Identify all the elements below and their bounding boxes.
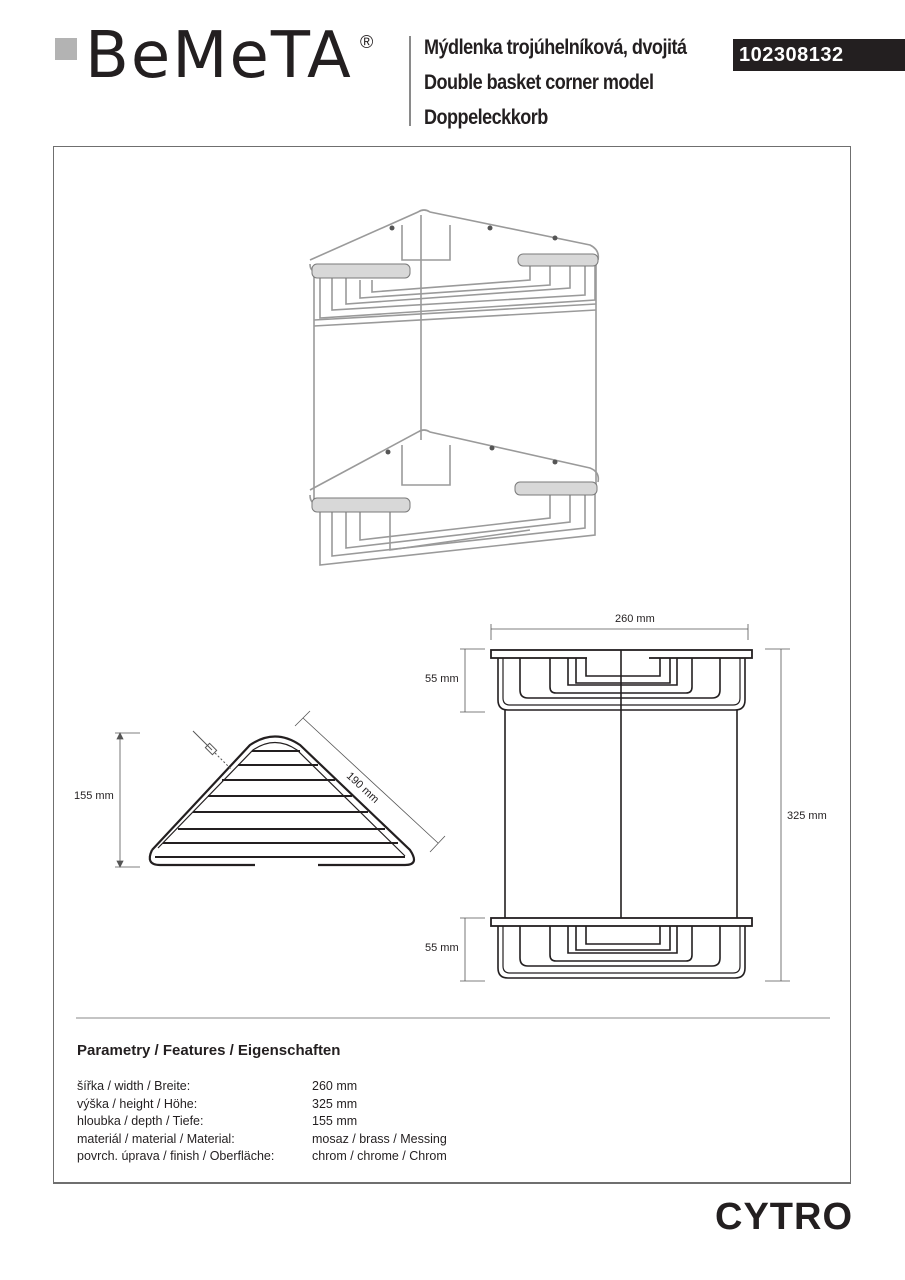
depth-dimension-label: 155 mm bbox=[74, 790, 114, 802]
feature-value: 155 mm bbox=[312, 1114, 358, 1128]
product-code-badge: 102308132 bbox=[733, 39, 905, 71]
front-view-drawing bbox=[491, 650, 752, 978]
feature-label: povrch. úprava / finish / Oberfläche: bbox=[77, 1149, 275, 1163]
bottom-basket-height-label: 55 mm bbox=[425, 942, 459, 954]
feature-value: 325 mm bbox=[312, 1096, 358, 1111]
side-dimension-label: 190 mm bbox=[343, 770, 382, 806]
width-dimension-label: 260 mm bbox=[615, 613, 655, 625]
title-english: Double basket corner model bbox=[424, 71, 654, 94]
total-height-label: 325 mm bbox=[787, 810, 827, 822]
feature-value: 260 mm bbox=[312, 1079, 358, 1093]
feature-label: materiál / material / Material: bbox=[77, 1131, 235, 1146]
feature-value: chrom / chrome / Chrom bbox=[312, 1149, 447, 1163]
feature-value: mosaz / brass / Messing bbox=[312, 1131, 447, 1146]
feature-label: hloubka / depth / Tiefe: bbox=[77, 1114, 204, 1128]
screw-icon bbox=[193, 731, 232, 770]
title-german: Doppeleckkorb bbox=[424, 106, 548, 129]
feature-label: výška / height / Höhe: bbox=[77, 1096, 198, 1111]
features-title: Parametry / Features / Eigenschaften bbox=[77, 1042, 341, 1059]
top-basket-height-label: 55 mm bbox=[425, 673, 459, 685]
feature-label: šířka / width / Breite: bbox=[77, 1079, 191, 1093]
model-name: CYTRO bbox=[715, 1196, 853, 1238]
brand-name: BeMeTA bbox=[85, 19, 353, 93]
section-divider bbox=[76, 1017, 830, 1019]
title-czech: Mýdlenka trojúhelníková, dvojitá bbox=[424, 36, 687, 59]
registered-mark-icon: ® bbox=[360, 32, 374, 52]
